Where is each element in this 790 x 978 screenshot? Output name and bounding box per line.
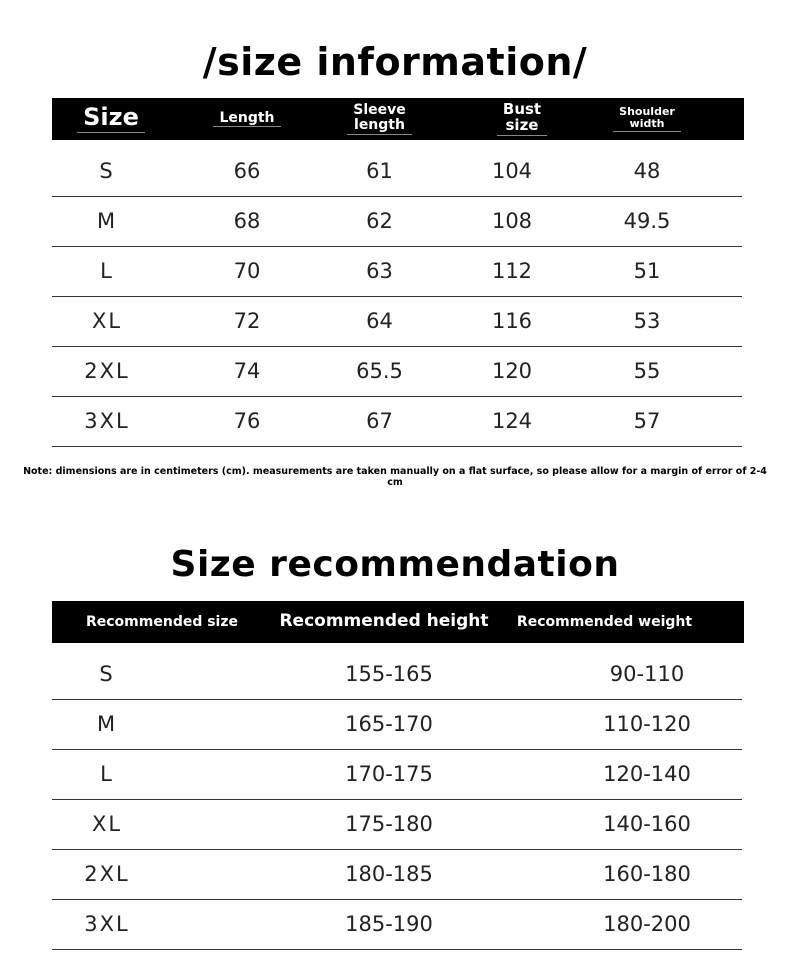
cell-size: 2XL: [84, 359, 130, 383]
header-size-label: Size: [77, 105, 145, 132]
header-length-label: Length: [213, 111, 280, 128]
header-shoulder-line2: width: [629, 117, 665, 130]
cell-bust-size: 124: [491, 409, 533, 433]
cell-recommended-weight: 120-140: [603, 762, 691, 786]
cell-recommended-weight: 160-180: [603, 862, 691, 886]
header-shoulder-line1: Shoulder: [619, 105, 675, 119]
cell-sleeve-length: 67: [366, 409, 393, 433]
cell-shoulder-width: 55: [633, 359, 661, 383]
cell-recommended-size: XL: [91, 812, 123, 836]
header-length: [182, 98, 312, 140]
cell-sleeve-length: 65.5: [356, 359, 403, 383]
cell-bust-size: 116: [491, 309, 533, 333]
cell-bust-size: 120: [491, 359, 533, 383]
header-bust-size: [462, 98, 582, 140]
size-table-row: [52, 196, 742, 247]
header-sleeve-line2: length: [354, 117, 405, 133]
cell-recommended-size: S: [99, 662, 115, 686]
cell-shoulder-width: 48: [633, 159, 661, 183]
cell-recommended-weight: 140-160: [603, 812, 691, 836]
cell-length: 68: [233, 209, 261, 233]
header-sleeve-line1: Sleeve: [353, 102, 406, 119]
header-recommended-height: Recommended height: [279, 611, 489, 632]
size-information-title: /size information/: [202, 40, 588, 84]
recommendation-table-row: [52, 899, 742, 950]
size-table-row: [52, 146, 742, 197]
cell-sleeve-length: 61: [366, 159, 393, 183]
cell-recommended-weight: 110-120: [603, 712, 691, 736]
cell-size: S: [99, 159, 115, 183]
cell-recommended-weight: 90-110: [609, 662, 685, 686]
cell-recommended-height: 180-185: [345, 862, 433, 886]
cell-size: L: [100, 259, 114, 283]
recommendation-table-row: [52, 649, 742, 700]
recommendation-table-row: [52, 749, 742, 800]
cell-sleeve-length: 62: [366, 209, 393, 233]
measurement-note: Note: dimensions are in centimeters (cm). measurements are taken manually on a flat surface, so please allow for a margin of error of 2-4 cm: [23, 466, 767, 488]
recommendation-table-row: [52, 849, 742, 900]
cell-shoulder-width: 53: [633, 309, 661, 333]
cell-shoulder-width: 49.5: [623, 209, 671, 233]
cell-recommended-height: 155-165: [345, 662, 433, 686]
cell-recommended-weight: 180-200: [603, 912, 691, 936]
cell-size: 3XL: [84, 409, 130, 433]
header-sleeve-length: [322, 98, 437, 140]
size-recommendation-title: Size recommendation: [170, 544, 620, 585]
size-table-row: [52, 246, 742, 297]
size-table-row: [52, 346, 742, 397]
recommendation-table-header: [52, 601, 744, 643]
header-recommended-weight: Recommended weight: [516, 613, 693, 630]
recommendation-table-row: [52, 699, 742, 750]
cell-sleeve-length: 64: [366, 309, 393, 333]
cell-size: M: [96, 209, 118, 233]
cell-length: 76: [233, 409, 261, 433]
cell-recommended-height: 185-190: [345, 912, 433, 936]
size-table-row: [52, 396, 742, 447]
cell-length: 70: [233, 259, 261, 283]
cell-bust-size: 104: [491, 159, 533, 183]
cell-length: 72: [233, 309, 261, 333]
cell-recommended-size: L: [100, 762, 114, 786]
cell-bust-size: 112: [491, 259, 533, 283]
cell-shoulder-width: 51: [633, 259, 661, 283]
cell-recommended-size: M: [96, 712, 118, 736]
cell-size: XL: [91, 309, 123, 333]
cell-recommended-size: 3XL: [84, 912, 130, 936]
cell-length: 74: [233, 359, 261, 383]
recommendation-table-row: [52, 799, 742, 850]
cell-recommended-height: 175-180: [345, 812, 433, 836]
header-bust-line1: Bust: [502, 100, 542, 119]
cell-bust-size: 108: [491, 209, 533, 233]
size-table-row: [52, 296, 742, 347]
cell-recommended-height: 165-170: [345, 712, 433, 736]
cell-recommended-height: 170-175: [345, 762, 433, 786]
cell-shoulder-width: 57: [633, 409, 661, 433]
header-recommended-size: Recommended size: [85, 613, 239, 630]
cell-length: 66: [233, 159, 261, 183]
cell-sleeve-length: 63: [366, 259, 393, 283]
header-bust-line2: size: [505, 116, 539, 134]
size-table-header: [52, 98, 744, 140]
header-size: [52, 98, 170, 140]
cell-recommended-size: 2XL: [84, 862, 130, 886]
header-shoulder-width: [592, 98, 702, 140]
